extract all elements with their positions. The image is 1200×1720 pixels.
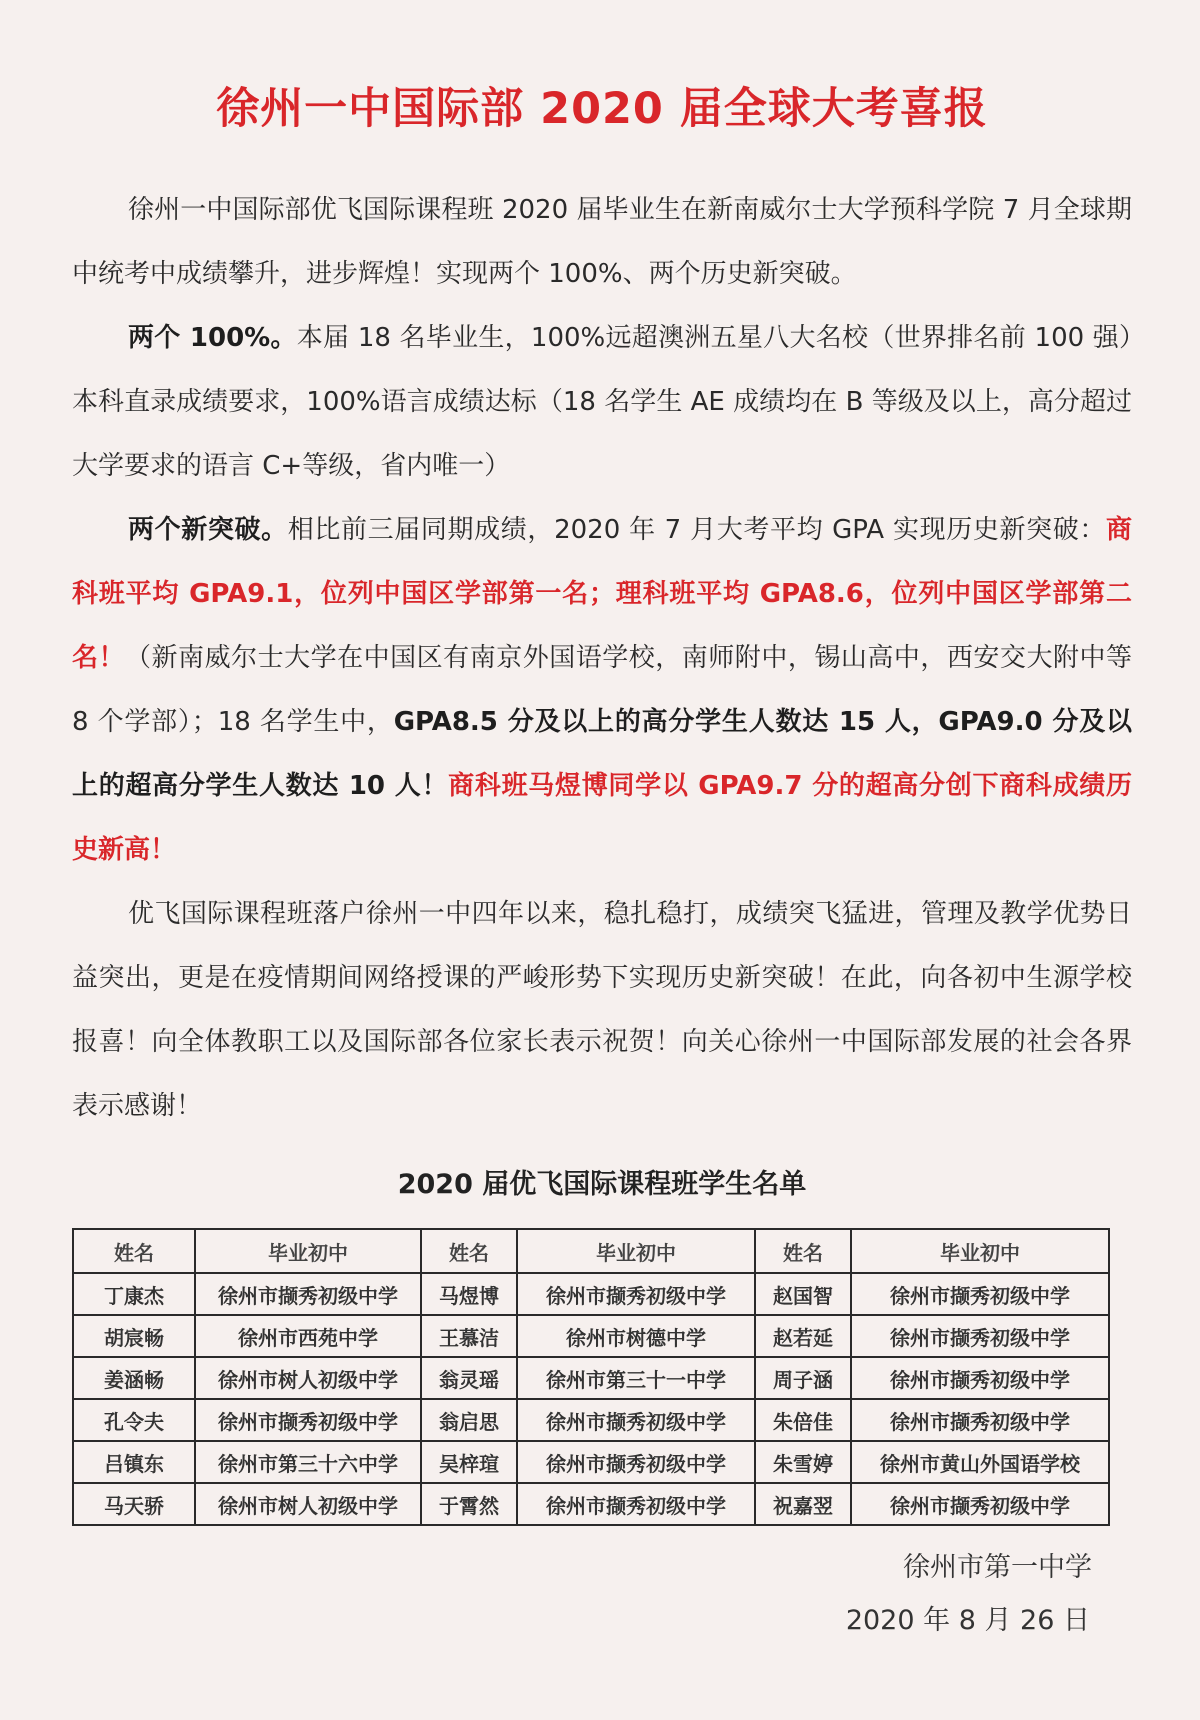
student-school: 徐州市撷秀初级中学	[851, 1483, 1109, 1525]
signature-school: 徐州市第一中学	[903, 1552, 1092, 1583]
student-name: 吴梓瑄	[421, 1441, 517, 1483]
student-school: 徐州市撷秀初级中学	[851, 1315, 1109, 1357]
breakthrough-text-1: 相比前三届同期成绩，2020 年 7 月大考平均 GPA 实现历史新突破：	[287, 515, 1106, 545]
student-school: 徐州市撷秀初级中学	[195, 1399, 421, 1441]
breakthrough-text-2: （新南威尔士大学在中国区有南京外国语学校，南师附中，锡山高中，西安交大附中等 8 个学部）；18 名学生中，	[72, 643, 1132, 737]
student-school: 徐州市西苑中学	[195, 1315, 421, 1357]
header-school: 毕业初中	[517, 1229, 755, 1273]
student-name: 姜涵畅	[73, 1357, 195, 1399]
student-school: 徐州市撷秀初级中学	[517, 1483, 755, 1525]
student-name: 吕镇东	[73, 1441, 195, 1483]
signature-date: 2020 年 8 月 26 日	[845, 1605, 1090, 1636]
student-school: 徐州市撷秀初级中学	[517, 1273, 755, 1315]
student-school: 徐州市树人初级中学	[195, 1483, 421, 1525]
breakthrough-paragraph	[72, 498, 1132, 882]
breakthrough-record-highlight: 商科班马煜博同学以 GPA9.7 分的超高分创下商科成绩历史新高！	[72, 771, 1132, 865]
student-school: 徐州市撷秀初级中学	[195, 1273, 421, 1315]
student-name: 马天骄	[73, 1483, 195, 1525]
table-row	[73, 1399, 1109, 1441]
student-name: 王慕洁	[421, 1315, 517, 1357]
student-school: 徐州市撷秀初级中学	[517, 1441, 755, 1483]
student-school: 徐州市第三十六中学	[195, 1441, 421, 1483]
header-school: 毕业初中	[851, 1229, 1109, 1273]
breakthrough-high-score-count: GPA8.5 分及以上的高分学生人数达 15 人，GPA9.0 分及以上的超高分学生人数达 10 人！	[72, 707, 1132, 801]
table-row	[73, 1357, 1109, 1399]
student-name: 周子涵	[755, 1357, 851, 1399]
student-name: 马煜博	[421, 1273, 517, 1315]
two-100-lead: 两个 100%。	[128, 323, 297, 353]
header-name: 姓名	[755, 1229, 851, 1273]
student-school: 徐州市撷秀初级中学	[517, 1399, 755, 1441]
two-100-text: 本届 18 名毕业生，100%远超澳洲五星八大名校（世界排名前 100 强）本科直录成绩要求，100%语言成绩达标（18 名学生 AE 成绩均在 B 等级及以上，高分超过大学要求的语言 C+等级，省内唯一）	[72, 323, 1132, 481]
student-school: 徐州市撷秀初级中学	[851, 1357, 1109, 1399]
intro-paragraph: 徐州一中国际部优飞国际课程班 2020 届毕业生在新南威尔士大学预科学院 7 月全球期中统考中成绩攀升，进步辉煌！实现两个 100%、两个历史新突破。	[72, 195, 1132, 289]
student-school: 徐州市树人初级中学	[195, 1357, 421, 1399]
breakthrough-highlight-gpa: 商科班平均 GPA9.1，位列中国区学部第一名；理科班平均 GPA8.6，位列中国区学部第二名！	[72, 515, 1132, 673]
header-name: 姓名	[73, 1229, 195, 1273]
student-school: 徐州市黄山外国语学校	[851, 1441, 1109, 1483]
table-row	[73, 1315, 1109, 1357]
student-name: 赵国智	[755, 1273, 851, 1315]
roster-title: 2020 届优飞国际课程班学生名单	[397, 1169, 807, 1200]
student-school: 徐州市撷秀初级中学	[851, 1399, 1109, 1441]
two-100-paragraph	[72, 306, 1132, 498]
header-school: 毕业初中	[195, 1229, 421, 1273]
student-name: 翁启思	[421, 1399, 517, 1441]
student-roster-table	[72, 1228, 1110, 1526]
student-name: 于霄然	[421, 1483, 517, 1525]
student-name: 丁康杰	[73, 1273, 195, 1315]
header-name: 姓名	[421, 1229, 517, 1273]
student-name: 祝嘉翌	[755, 1483, 851, 1525]
student-name: 朱倍佳	[755, 1399, 851, 1441]
table-header-row	[73, 1229, 1109, 1273]
table-row	[73, 1483, 1109, 1525]
page-title: 徐州一中国际部 2020 届全球大考喜报	[216, 84, 988, 134]
student-name: 翁灵瑶	[421, 1357, 517, 1399]
student-name: 赵若延	[755, 1315, 851, 1357]
closing-paragraph: 优飞国际课程班落户徐州一中四年以来，稳扎稳打，成绩突飞猛进，管理及教学优势日益突出，更是在疫情期间网络授课的严峻形势下实现历史新突破！在此，向各初中生源学校报喜！向全体教职工以及国际部各位家长表示祝贺！向关心徐州一中国际部发展的社会各界表示感谢！	[72, 899, 1132, 1121]
breakthrough-lead: 两个新突破。	[128, 515, 288, 545]
student-name: 胡宸畅	[73, 1315, 195, 1357]
student-school: 徐州市撷秀初级中学	[851, 1273, 1109, 1315]
student-name: 朱雪婷	[755, 1441, 851, 1483]
student-school: 徐州市第三十一中学	[517, 1357, 755, 1399]
table-row	[73, 1441, 1109, 1483]
student-name: 孔令夫	[73, 1399, 195, 1441]
student-school: 徐州市树德中学	[517, 1315, 755, 1357]
table-row	[73, 1273, 1109, 1315]
